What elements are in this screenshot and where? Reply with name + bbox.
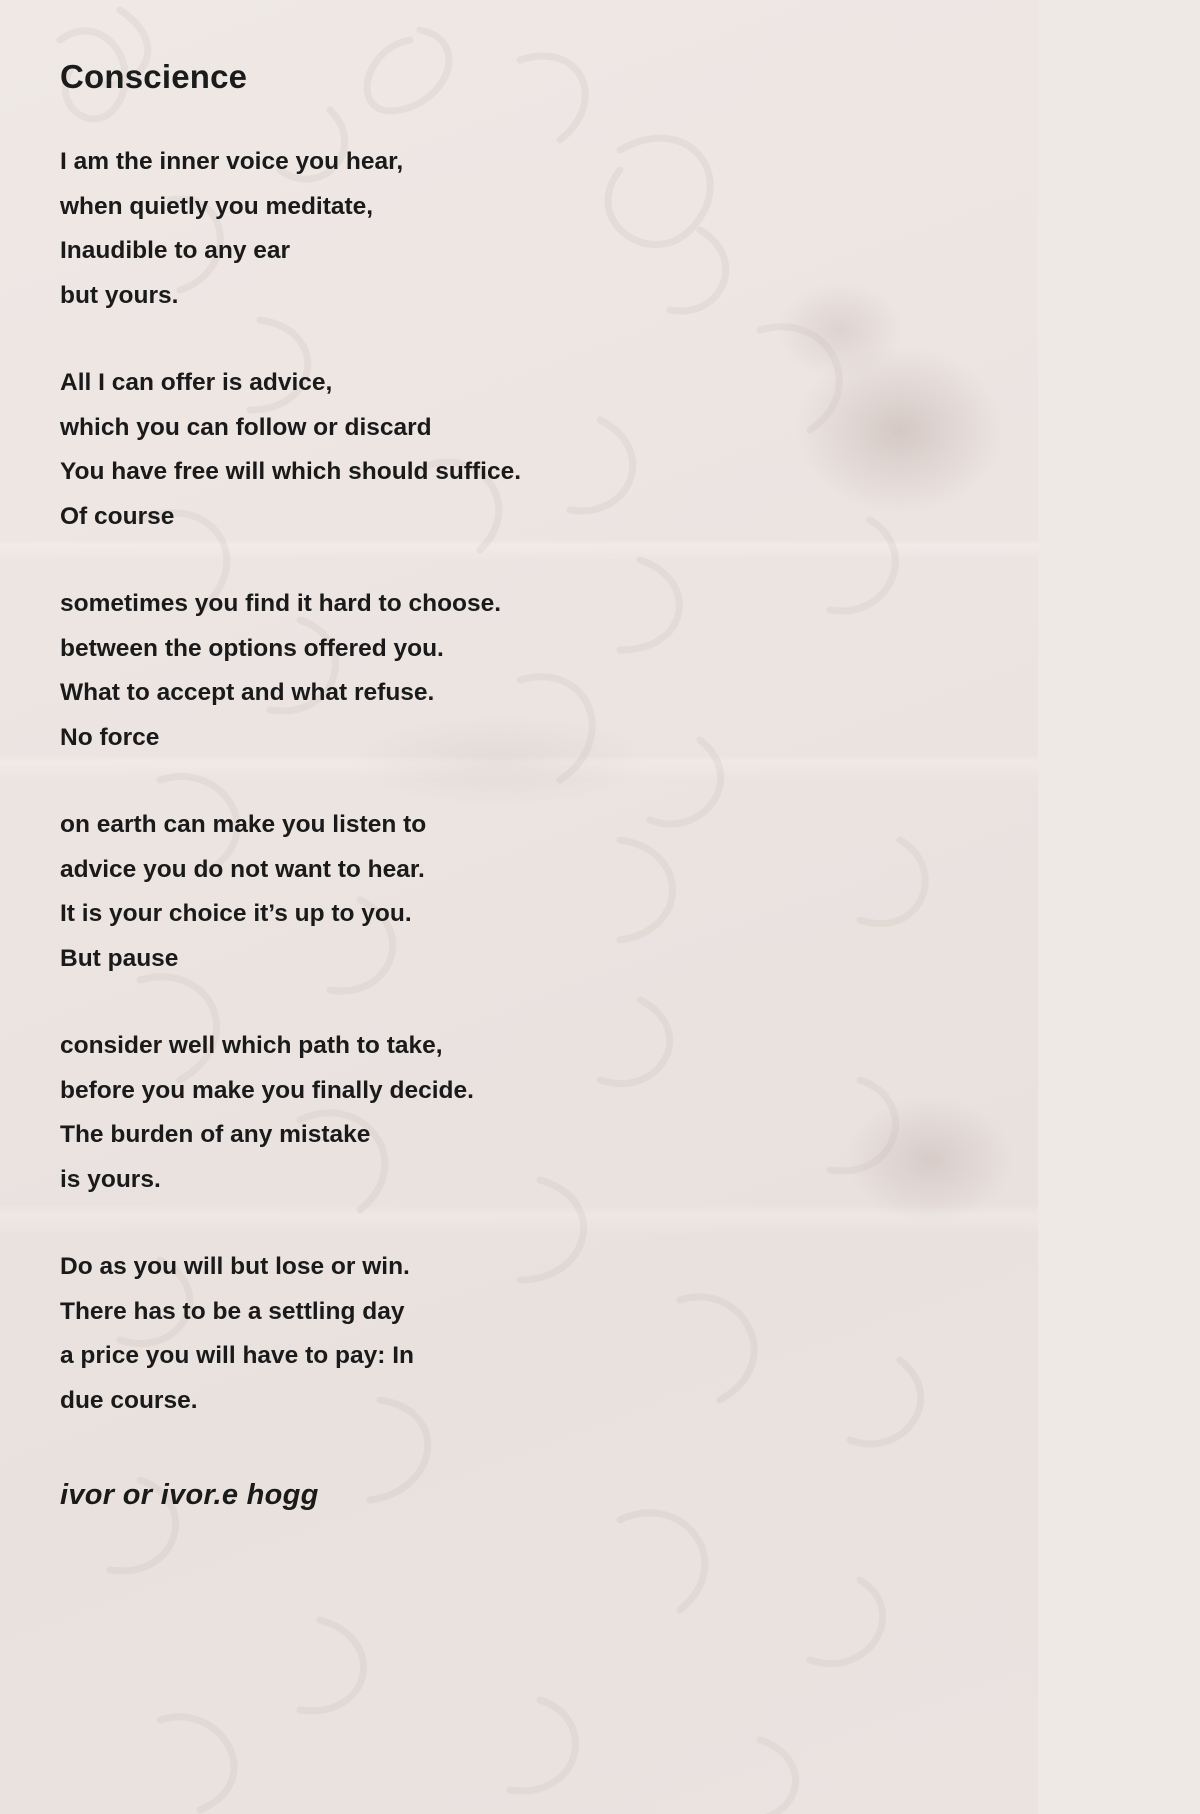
poem-line: All I can offer is advice,: [60, 369, 333, 396]
poem-line: Of course: [60, 502, 175, 530]
poem-line: is yours.: [60, 1165, 161, 1193]
stanza: [60, 1024, 978, 1202]
stanza: [60, 140, 978, 318]
page-title: Conscience: [60, 58, 248, 95]
poem-line: I am the inner voice you hear,: [60, 148, 404, 175]
poem-line: Inaudible to any ear: [60, 237, 291, 264]
poem-line: What to accept and what refuse.: [60, 679, 435, 706]
stanza: [60, 361, 978, 539]
stanza: [60, 582, 978, 760]
poem-line: before you make you finally decide.: [60, 1076, 474, 1104]
poem-line: a price you will have to pay: In: [60, 1342, 414, 1369]
poem-line: Do as you will but lose or win.: [60, 1253, 410, 1280]
stanza: [60, 803, 978, 981]
poem-line: There has to be a settling day: [60, 1297, 405, 1325]
author-credit: ivor or ivor.e hogg: [60, 1479, 319, 1511]
poem-line: advice you do not want to hear.: [60, 855, 425, 883]
poem-content: [60, 58, 978, 1512]
poem-line: You have free will which should suffice.: [60, 458, 522, 485]
poem-line: It is your choice it’s up to you.: [60, 900, 412, 927]
poem-line: sometimes you find it hard to choose.: [60, 590, 502, 617]
poem-line: which you can follow or discard: [60, 413, 432, 441]
poem-line: on earth can make you listen to: [60, 811, 427, 838]
poem-line: between the options offered you.: [60, 634, 444, 662]
poem-line: No force: [60, 723, 160, 751]
poem-line: but yours.: [60, 281, 179, 309]
poem-line: The burden of any mistake: [60, 1121, 371, 1148]
poem-line: when quietly you meditate,: [60, 192, 374, 220]
poem-line: due course.: [60, 1386, 198, 1414]
poem-line: consider well which path to take,: [60, 1032, 443, 1059]
stanza: [60, 1245, 978, 1423]
poem-line: But pause: [60, 944, 179, 972]
